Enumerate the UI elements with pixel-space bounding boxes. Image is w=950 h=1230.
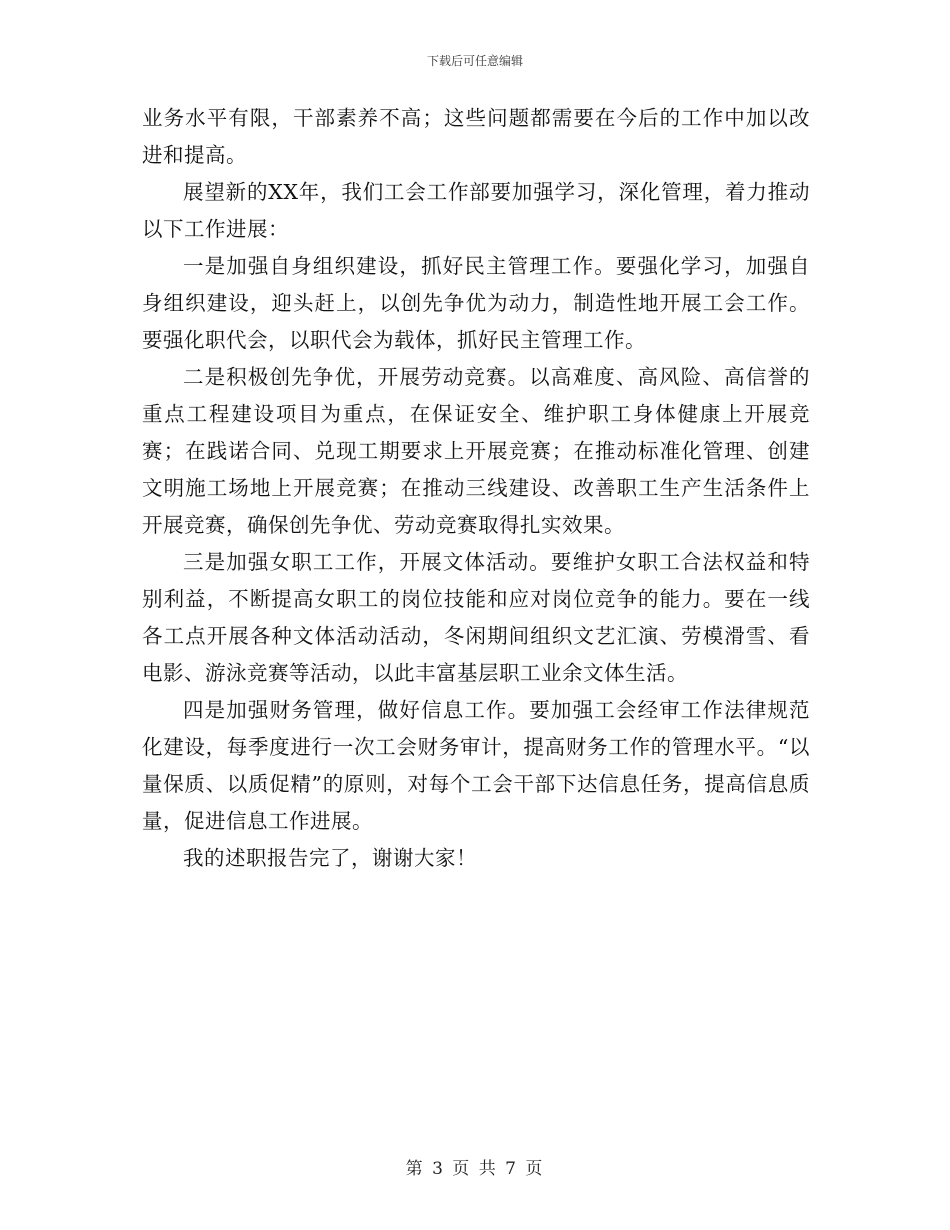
paragraph-6: 四是加强财务管理，做好信息工作。要加强工会经审工作法律规范化建设，每季度进行一次工会财务审计，提高财务工作的管理水平。“以量保质、以质促精”的原则，对每个工会干部下达信息任务，提高信息质量，促进信息工作进展。	[142, 698, 810, 833]
paragraph-7: 我的述职报告完了，谢谢大家！	[183, 846, 477, 870]
header-note: 下载后可任意编辑	[426, 54, 523, 68]
paragraph-5: 三是加强女职工工作，开展文体活动。要维护女职工合法权益和特别利益，不断提高女职工的岗位技能和应对岗位竞争的能力。要在一线各工点开展各种文体活动活动，冬闲期间组织文艺汇演、劳模滑雪、看电影、游泳竞赛等活动，以此丰富基层职工业余文体生活。	[142, 550, 810, 685]
page-number: 第 3 页 共 7 页	[405, 1159, 545, 1179]
body-text	[142, 100, 810, 877]
paragraph-2: 展望新的XX年，我们工会工作部要加强学习，深化管理，着力推动以下工作进展：	[142, 180, 810, 241]
paragraph-4: 二是积极创先争优，开展劳动竞赛。以高难度、高风险、高信誉的重点工程建设项目为重点，在保证安全、维护职工身体健康上开展竞赛；在践诺合同、兑现工期要求上开展竞赛；在推动标准化管理、创建文明施工场地上开展竞赛；在推动三线建设、改善职工生产生活条件上开展竞赛，确保创先争优、劳动竞赛取得扎实效果。	[142, 365, 810, 537]
paragraph-3: 一是加强自身组织建设，抓好民主管理工作。要强化学习，加强自身组织建设，迎头赶上，以创先争优为动力，制造性地开展工会工作。要强化职代会，以职代会为载体，抓好民主管理工作。	[142, 254, 810, 352]
paragraph-1: 业务水平有限，干部素养不高；这些问题都需要在今后的工作中加以改进和提高。	[142, 106, 810, 167]
